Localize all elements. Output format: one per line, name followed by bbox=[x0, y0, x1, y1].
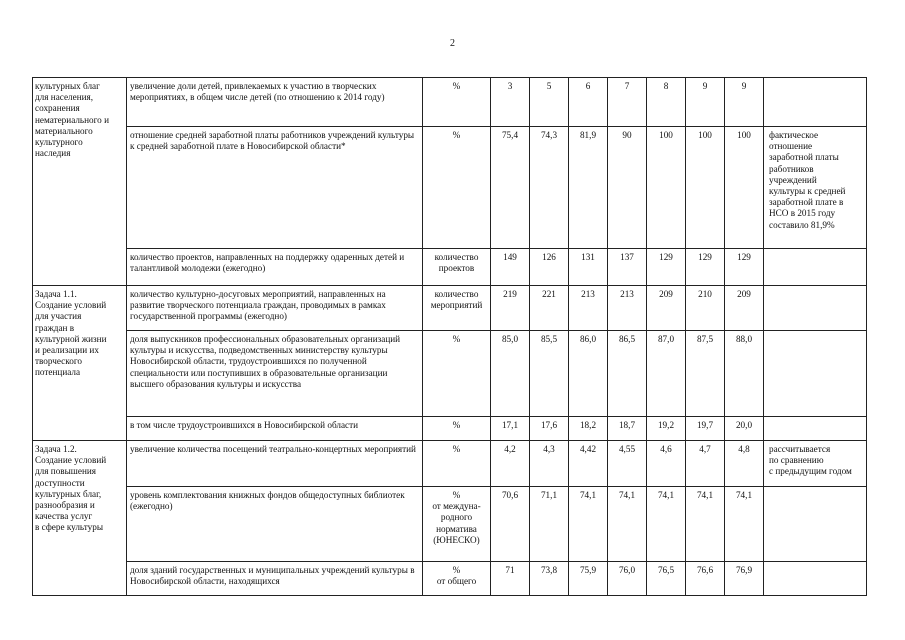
value-cell: 100 bbox=[647, 127, 686, 249]
table-row bbox=[33, 331, 867, 417]
value-cell: 74,1 bbox=[725, 487, 764, 562]
note-cell bbox=[764, 249, 867, 286]
value-cell: 88,0 bbox=[725, 331, 764, 417]
value-cell: 221 bbox=[530, 286, 569, 331]
value-cell: 76,5 bbox=[647, 562, 686, 596]
table-row bbox=[33, 441, 867, 487]
indicators-table bbox=[32, 77, 867, 596]
value-cell: 85,0 bbox=[491, 331, 530, 417]
unit-cell: % от общего bbox=[423, 562, 491, 596]
value-cell: 86,5 bbox=[608, 331, 647, 417]
indicator-cell: увеличение доли детей, привлекаемых к участию в творческих мероприятиях, в общем числе детей (по отношению к 2014 году) bbox=[127, 78, 423, 127]
value-cell: 17,6 bbox=[530, 417, 569, 441]
value-cell: 129 bbox=[647, 249, 686, 286]
value-cell: 81,9 bbox=[569, 127, 608, 249]
table-row bbox=[33, 78, 867, 127]
value-cell: 75,9 bbox=[569, 562, 608, 596]
value-cell: 75,4 bbox=[491, 127, 530, 249]
value-cell: 219 bbox=[491, 286, 530, 331]
value-cell: 19,7 bbox=[686, 417, 725, 441]
value-cell: 209 bbox=[647, 286, 686, 331]
value-cell: 137 bbox=[608, 249, 647, 286]
note-cell: рассчитывается по сравнению с предыдущим годом bbox=[764, 441, 867, 487]
indicator-cell: отношение средней заработной платы работников учреждений культуры к средней заработной плате в Новосибирской области* bbox=[127, 127, 423, 249]
note-cell: фактическое отношение заработной платы работников учреждений культуры к средней заработной плате в НСО в 2015 году составило 81,9% bbox=[764, 127, 867, 249]
note-cell bbox=[764, 78, 867, 127]
note-cell bbox=[764, 562, 867, 596]
value-cell: 17,1 bbox=[491, 417, 530, 441]
page-number: 2 bbox=[450, 38, 455, 49]
table-row bbox=[33, 562, 867, 596]
value-cell: 74,1 bbox=[647, 487, 686, 562]
value-cell: 76,9 bbox=[725, 562, 764, 596]
indicator-cell: количество культурно-досуговых мероприятий, направленных на развитие творческого потенциала граждан, проводимых в рамках государственной программы (ежегодно) bbox=[127, 286, 423, 331]
task-cell: Задача 1.2. Создание условий для повышения доступности культурных благ, разнообразия и качества услуг в сфере культуры bbox=[33, 441, 127, 596]
unit-cell: % от междуна- родного норматива (ЮНЕСКО) bbox=[423, 487, 491, 562]
unit-cell: количество проектов bbox=[423, 249, 491, 286]
value-cell: 90 bbox=[608, 127, 647, 249]
value-cell: 126 bbox=[530, 249, 569, 286]
table-row bbox=[33, 286, 867, 331]
task-cell: культурных благ для населения, сохранения нематериального и материального культурного наследия bbox=[33, 78, 127, 286]
unit-cell: % bbox=[423, 417, 491, 441]
value-cell: 76,0 bbox=[608, 562, 647, 596]
value-cell: 210 bbox=[686, 286, 725, 331]
value-cell: 4,2 bbox=[491, 441, 530, 487]
unit-cell: количество мероприятий bbox=[423, 286, 491, 331]
value-cell: 74,1 bbox=[686, 487, 725, 562]
value-cell: 18,7 bbox=[608, 417, 647, 441]
value-cell: 3 bbox=[491, 78, 530, 127]
value-cell: 213 bbox=[569, 286, 608, 331]
value-cell: 71,1 bbox=[530, 487, 569, 562]
unit-cell: % bbox=[423, 78, 491, 127]
indicator-cell: доля выпускников профессиональных образовательных организаций культуры и искусства, подведомственных министерству культуры Новосибирской области, трудоустроившихся по полученной специальности или поступивших в образовательные организации высшего образования культуры и искусства bbox=[127, 331, 423, 417]
value-cell: 4,55 bbox=[608, 441, 647, 487]
value-cell: 5 bbox=[530, 78, 569, 127]
value-cell: 9 bbox=[725, 78, 764, 127]
value-cell: 74,1 bbox=[608, 487, 647, 562]
value-cell: 20,0 bbox=[725, 417, 764, 441]
value-cell: 19,2 bbox=[647, 417, 686, 441]
value-cell: 4,7 bbox=[686, 441, 725, 487]
unit-cell: % bbox=[423, 127, 491, 249]
table-row bbox=[33, 127, 867, 249]
value-cell: 85,5 bbox=[530, 331, 569, 417]
value-cell: 70,6 bbox=[491, 487, 530, 562]
value-cell: 9 bbox=[686, 78, 725, 127]
value-cell: 76,6 bbox=[686, 562, 725, 596]
value-cell: 71 bbox=[491, 562, 530, 596]
value-cell: 149 bbox=[491, 249, 530, 286]
value-cell: 4,42 bbox=[569, 441, 608, 487]
value-cell: 129 bbox=[686, 249, 725, 286]
value-cell: 100 bbox=[686, 127, 725, 249]
note-cell bbox=[764, 331, 867, 417]
indicator-cell: доля зданий государственных и муниципальных учреждений культуры в Новосибирской области, находящихся bbox=[127, 562, 423, 596]
value-cell: 74,1 bbox=[569, 487, 608, 562]
note-cell bbox=[764, 417, 867, 441]
value-cell: 18,2 bbox=[569, 417, 608, 441]
table-row bbox=[33, 417, 867, 441]
value-cell: 4,8 bbox=[725, 441, 764, 487]
value-cell: 131 bbox=[569, 249, 608, 286]
note-cell bbox=[764, 286, 867, 331]
unit-cell: % bbox=[423, 331, 491, 417]
indicator-cell: количество проектов, направленных на поддержку одаренных детей и талантливой молодежи (ежегодно) bbox=[127, 249, 423, 286]
value-cell: 213 bbox=[608, 286, 647, 331]
value-cell: 87,0 bbox=[647, 331, 686, 417]
value-cell: 4,6 bbox=[647, 441, 686, 487]
table-row bbox=[33, 487, 867, 562]
task-cell: Задача 1.1. Создание условий для участия граждан в культурной жизни и реализации их творческого потенциала bbox=[33, 286, 127, 441]
indicator-cell: уровень комплектования книжных фондов общедоступных библиотек (ежегодно) bbox=[127, 487, 423, 562]
value-cell: 7 bbox=[608, 78, 647, 127]
indicator-cell: увеличение количества посещений театрально-концертных мероприятий bbox=[127, 441, 423, 487]
value-cell: 74,3 bbox=[530, 127, 569, 249]
value-cell: 209 bbox=[725, 286, 764, 331]
value-cell: 129 bbox=[725, 249, 764, 286]
indicator-cell: в том числе трудоустроившихся в Новосибирской области bbox=[127, 417, 423, 441]
note-cell bbox=[764, 487, 867, 562]
value-cell: 8 bbox=[647, 78, 686, 127]
value-cell: 4,3 bbox=[530, 441, 569, 487]
value-cell: 86,0 bbox=[569, 331, 608, 417]
value-cell: 73,8 bbox=[530, 562, 569, 596]
value-cell: 100 bbox=[725, 127, 764, 249]
table-row bbox=[33, 249, 867, 286]
unit-cell: % bbox=[423, 441, 491, 487]
value-cell: 87,5 bbox=[686, 331, 725, 417]
value-cell: 6 bbox=[569, 78, 608, 127]
